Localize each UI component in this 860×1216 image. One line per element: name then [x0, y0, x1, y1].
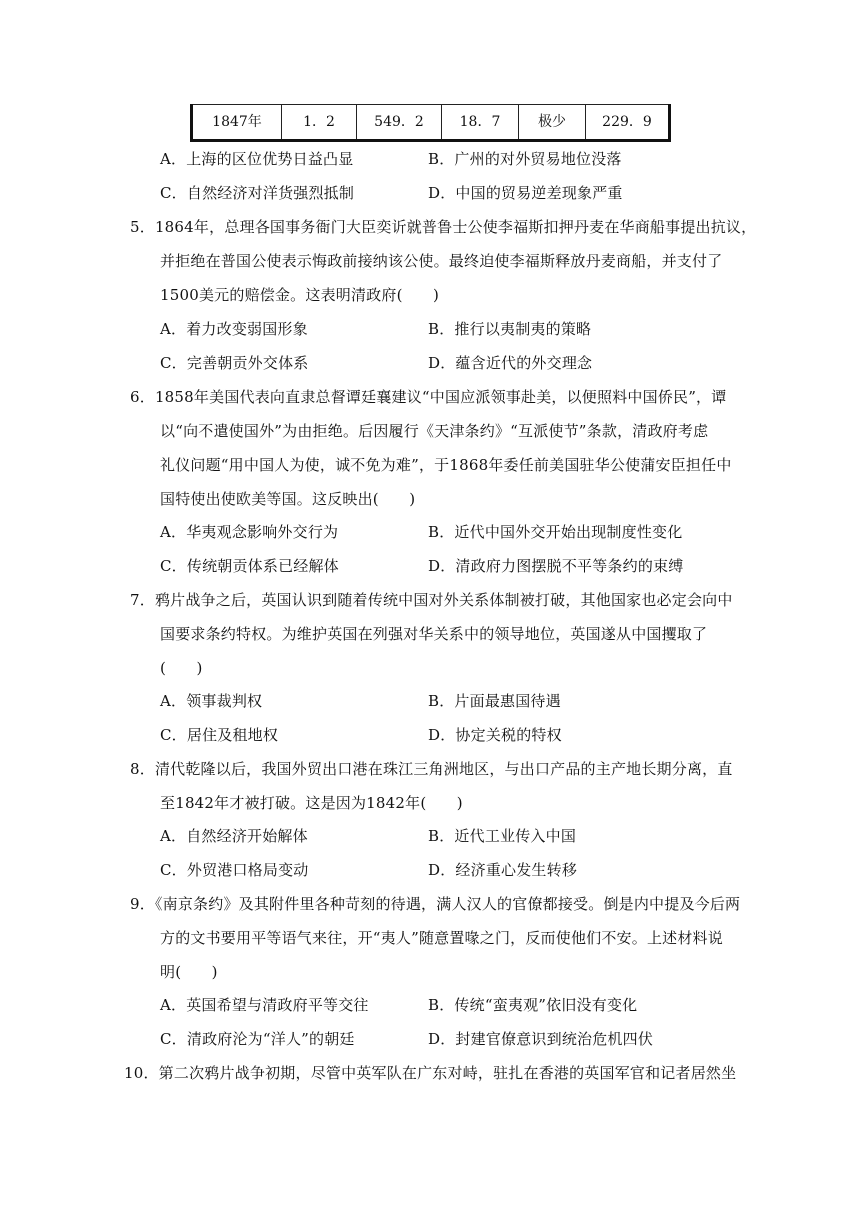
table-cell: 229．9 [586, 105, 670, 141]
table-cell: 18．7 [442, 105, 519, 141]
q7-stem-line-2: 国要求条约特权。为维护英国在列强对华关系中的领导地位，英国遂从中国攫取了 [160, 625, 708, 643]
data-table-fragment [190, 104, 671, 142]
q8-option-b: B．近代工业传入中国 [428, 827, 577, 845]
q6-option-d: D．清政府力图摆脱不平等条约的束缚 [428, 557, 684, 575]
table-cell: 549．2 [357, 105, 442, 141]
q6-option-b: B．近代中国外交开始出现制度性变化 [428, 523, 683, 541]
q6-stem-line-1: 6．1858年美国代表向直隶总督谭廷襄建议“中国应派领事赴美，以便照料中国侨民”，谭 [130, 388, 727, 406]
q5-stem-line-2: 并拒绝在普国公使表示悔政前接纳该公使。最终迫使李福斯释放丹麦商船，并支付了 [160, 252, 723, 270]
q5-option-b: B．推行以夷制夷的策略 [428, 320, 592, 338]
q5-stem-line-1: 5．1864年，总理各国事务衙门大臣奕䜣就普鲁士公使李福斯扣押丹麦在华商船事提出抗议， [130, 218, 757, 236]
q9-option-c: C．清政府沦为“洋人”的朝廷 [160, 1030, 355, 1048]
q5-stem-line-3: 1500美元的赔偿金。这表明清政府( ) [160, 286, 440, 304]
q4-option-d: D．中国的贸易逆差现象严重 [428, 184, 623, 202]
q8-stem-line-2: 至1842年才被打破。这是因为1842年( ) [160, 794, 463, 812]
q9-stem-line-2: 方的文书要用平等语气来往，开“夷人”随意置喙之门，反而使他们不安。上述材料说 [160, 929, 723, 947]
q9-option-d: D．封建官僚意识到统治危机四伏 [428, 1030, 654, 1048]
table-cell: 极少 [519, 105, 586, 141]
table-cell: 1．2 [282, 105, 357, 141]
q8-option-a: A．自然经济开始解体 [160, 827, 308, 845]
q9-stem-line-3: 明( ) [160, 963, 218, 981]
q4-option-b: B．广州的对外贸易地位没落 [428, 150, 622, 168]
q7-stem-line-1: 7．鸦片战争之后，英国认识到随着传统中国对外关系体制被打破，其他国家也必定会向中 [130, 591, 733, 609]
q6-option-a: A．华夷观念影响外交行为 [160, 523, 339, 541]
q5-option-d: D．蕴含近代的外交理念 [428, 354, 593, 372]
q8-option-c: C．外贸港口格局变动 [160, 861, 309, 879]
q6-stem-line-3: 礼仪问题“用中国人为使，诚不免为难”，于1868年委任前美国驻华公使蒲安臣担任中 [160, 456, 732, 474]
q9-option-b: B．传统“蛮夷观”依旧没有变化 [428, 996, 638, 1014]
q7-option-b: B．片面最惠国待遇 [428, 692, 561, 710]
q8-stem-line-1: 8．清代乾隆以后，我国外贸出口港在珠江三角洲地区，与出口产品的主产地长期分离，直 [130, 760, 733, 778]
q9-option-a: A．英国希望与清政府平等交往 [160, 996, 369, 1014]
q4-option-c: C．自然经济对洋货强烈抵制 [160, 184, 355, 202]
q6-option-c: C．传统朝贡体系已经解体 [160, 557, 339, 575]
q8-option-d: D．经济重心发生转移 [428, 861, 578, 879]
q6-stem-line-4: 国特使出使欧美等国。这反映出( ) [160, 490, 416, 508]
q7-stem-line-3: ( ) [160, 659, 203, 677]
table-row [192, 105, 670, 141]
q7-option-a: A．领事裁判权 [160, 692, 263, 710]
q9-stem-line-1: 9．《南京条约》及其附件里各种苛刻的待遇，满人汉人的官僚都接受。倒是内中提及今后两 [130, 895, 741, 913]
q6-stem-line-2: 以“向不遣使国外”为由拒绝。后因履行《天津条约》“互派使节”条款，清政府考虑 [160, 422, 709, 440]
q7-option-d: D．协定关税的特权 [428, 726, 562, 744]
q5-option-a: A．着力改变弱国形象 [160, 320, 308, 338]
q4-option-a: A．上海的区位优势日益凸显 [160, 150, 354, 168]
q7-option-c: C．居住及租地权 [160, 726, 279, 744]
q10-stem-line-1: 10．第二次鸦片战争初期，尽管中英军队在广东对峙，驻扎在香港的英国军官和记者居然坐 [124, 1064, 737, 1082]
table-cell-year: 1847年 [192, 105, 282, 141]
q5-option-c: C．完善朝贡外交体系 [160, 354, 309, 372]
